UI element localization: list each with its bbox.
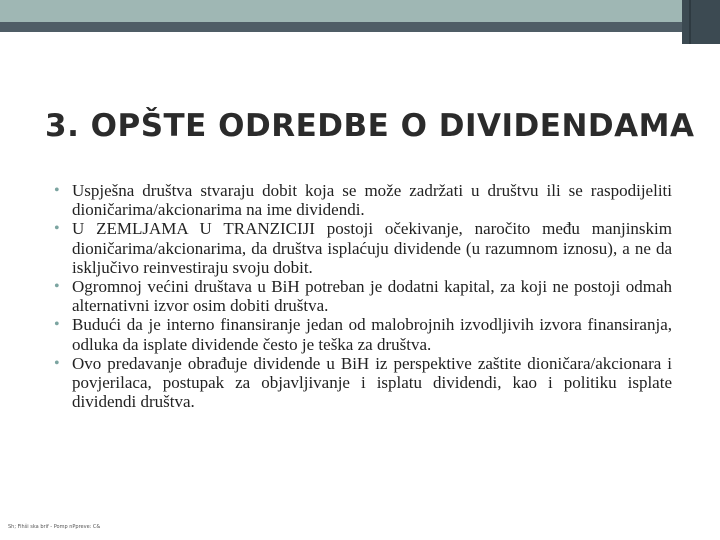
bullet-item — [54, 219, 672, 277]
bullet-marker: • — [54, 316, 60, 334]
bullet-marker: • — [54, 182, 60, 199]
header-decoration — [0, 0, 720, 44]
bullet-marker: • — [54, 220, 60, 238]
slide-footer: Sh; Fihši ska brif - Pomp nPpreve: C& — [8, 524, 101, 530]
header-corner-divider — [689, 0, 691, 44]
bullet-text: Uspješna društva stvaraju dobit koja se može zadržati u društvu ili se raspodijeliti dioničarima/akcionarima na ime dividendi. — [72, 181, 672, 220]
bullet-text: Budući da je interno finansiranje jedan od malobrojnih izvodljivih izvora finansiranja, odluka da isplate dividende često je teška za društva. — [72, 315, 672, 354]
bullet-list — [54, 181, 672, 411]
bullet-text: U ZEMLJAMA U TRANZICIJI postoji očekivanje, naročito među manjinskim dioničarima/akcionarima, da društva isplaćuju dividende (u razumnom iznosu), a ne da isključivo reinvestiraju svoju dobit. — [72, 219, 672, 277]
bullet-marker: • — [54, 278, 60, 296]
bullet-text: Ovo predavanje obrađuje dividende u BiH iz perspektive zaštite dioničara/akcionara i povjerilaca, postupak za objavljivanje i isplatu dividendi, kao i politiku isplate dividendi društva. — [72, 353, 672, 412]
bullet-marker: • — [54, 354, 60, 372]
bullet-item — [54, 315, 672, 353]
bullet-item — [54, 181, 672, 219]
bullet-item — [54, 354, 672, 412]
bullet-item — [54, 277, 672, 315]
header-dark-band — [0, 22, 720, 32]
slide-title: 3. OPŠTE ODREDBE O DIVIDENDAMA — [45, 108, 695, 144]
header-teal-band — [0, 0, 720, 22]
header-corner-block — [682, 0, 720, 44]
bullet-text: Ogromnoj većini društava u BiH potreban je dodatni kapital, za koji ne postoji odmah alternativni izvor osim dobiti društva. — [72, 277, 672, 316]
